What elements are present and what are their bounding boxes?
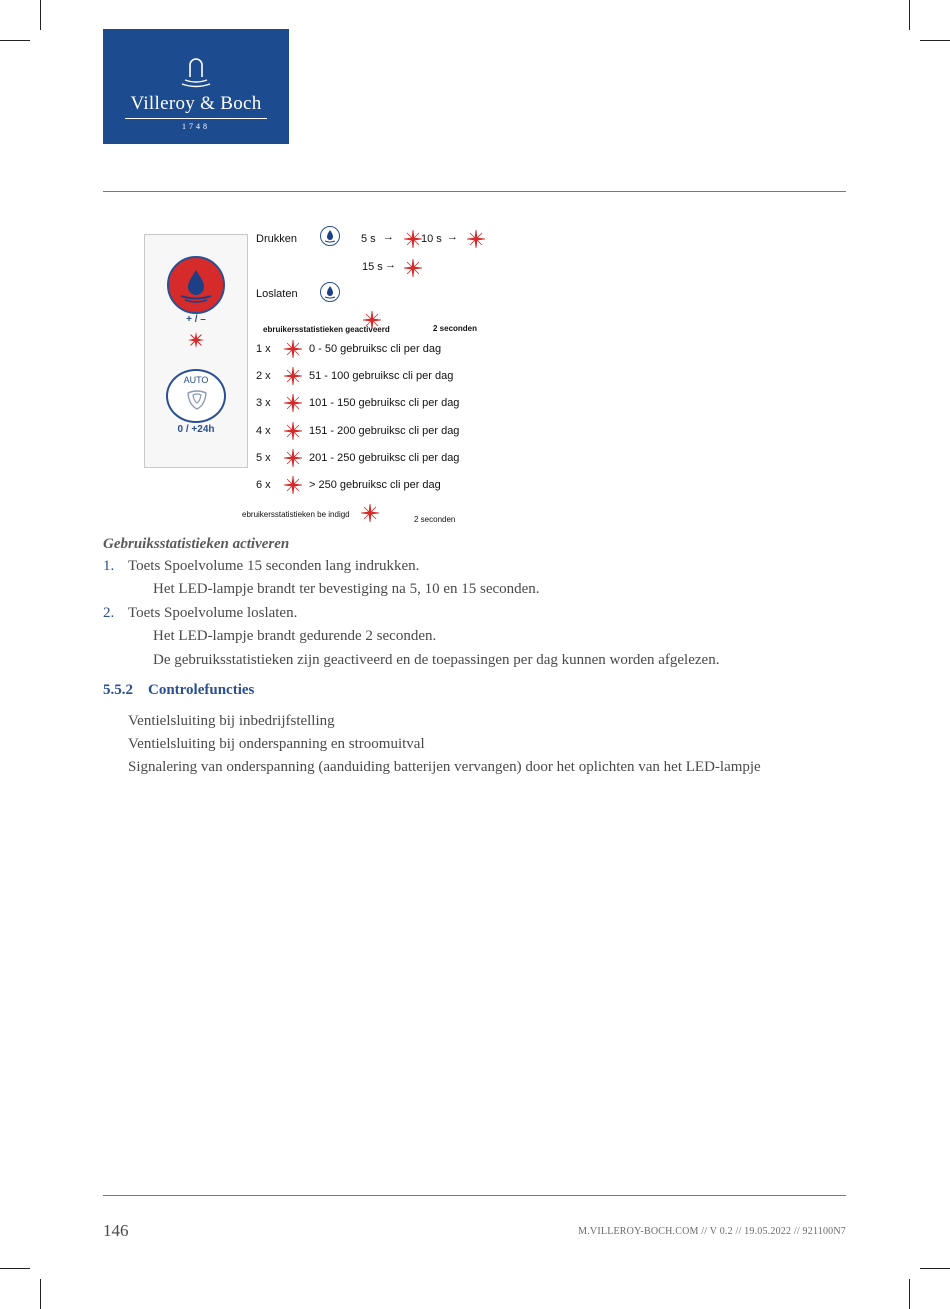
arrow-icon: → — [383, 231, 394, 243]
crop-mark — [909, 0, 910, 30]
logo-emblem-icon — [179, 53, 213, 89]
time-15s: 15 s — [362, 261, 383, 273]
led-star-icon — [283, 421, 303, 441]
flash-count: 2 x — [256, 370, 271, 382]
led-star-icon — [360, 503, 380, 523]
list-item: Signalering van onderspanning (aanduiding batterijen vervangen) door het oplichten van het LED-lampje — [128, 759, 761, 775]
usage-range: > 250 gebruiksc cli per dag — [309, 479, 441, 491]
led-star-icon — [283, 339, 303, 359]
step-result: Het LED-lampje brandt gedurende 2 seconden. — [153, 628, 437, 644]
footer-rule — [103, 1195, 846, 1196]
flush-volume-label: + / – — [186, 314, 206, 325]
water-drop-icon — [321, 227, 339, 245]
flash-count: 4 x — [256, 425, 271, 437]
ended-caption: ebruikersstatistieken be indigd — [242, 510, 350, 519]
section-title: Controlefuncties — [148, 682, 255, 698]
section-number: 5.5.2 — [103, 682, 133, 698]
step-number: 1. — [103, 558, 115, 574]
led-star-icon — [403, 229, 423, 249]
crop-mark — [40, 0, 41, 30]
logo-underline — [125, 118, 267, 119]
led-star-icon — [187, 331, 205, 349]
led-star-icon — [283, 475, 303, 495]
auto-button-text: AUTO — [183, 375, 209, 385]
water-drop-icon — [321, 283, 339, 301]
usage-range: 201 - 250 gebruiksc cli per dag — [309, 452, 460, 464]
control-panel — [144, 234, 248, 468]
arrow-icon: → — [385, 259, 396, 271]
auto-button — [166, 369, 226, 423]
time-10s: 10 s — [421, 233, 442, 245]
list-item: Ventielsluiting bij inbedrijfstelling — [128, 713, 335, 729]
crop-mark — [920, 1268, 950, 1269]
usage-range: 151 - 200 gebruiksc cli per dag — [309, 425, 460, 437]
list-item: Ventielsluiting bij onderspanning en stroomuitval — [128, 736, 425, 752]
logo-year: 1748 — [182, 122, 210, 131]
header-rule — [103, 191, 846, 192]
flush-button-small — [320, 226, 340, 246]
led-star-icon — [403, 258, 423, 278]
flush-button-small — [320, 282, 340, 302]
flash-count: 5 x — [256, 452, 271, 464]
led-star-icon — [283, 448, 303, 468]
crop-mark — [0, 1268, 30, 1269]
usage-range: 0 - 50 gebruiksc cli per dag — [309, 343, 442, 355]
page-number: 146 — [103, 1221, 129, 1240]
step-number: 2. — [103, 605, 115, 621]
time-5s: 5 s — [361, 233, 376, 245]
water-drop-icon — [169, 258, 223, 312]
flush-volume-button — [167, 256, 225, 314]
crop-mark — [40, 1279, 41, 1309]
brand-logo — [103, 29, 289, 144]
led-star-icon — [466, 229, 486, 249]
crop-mark — [0, 40, 30, 41]
usage-range: 101 - 150 gebruiksc cli per dag — [309, 397, 460, 409]
two-seconds-label: 2 seconden — [433, 324, 478, 333]
auto-label: 0 / +24h — [177, 424, 215, 435]
crop-mark — [920, 40, 950, 41]
step-result: De gebruiksstatistieken zijn geactiveerd en de toepassingen per dag kunnen worden afgelezen. — [153, 652, 720, 668]
flash-count: 3 x — [256, 397, 271, 409]
led-star-icon — [283, 393, 303, 413]
activated-caption: ebruikersstatistieken geactiveerd — [263, 325, 390, 334]
flash-count: 6 x — [256, 479, 271, 491]
arrow-icon: → — [447, 231, 458, 243]
release-label: Loslaten — [256, 288, 298, 300]
toilet-icon — [184, 387, 210, 413]
step-result: Het LED-lampje brandt ter bevestiging na 5, 10 en 15 seconden. — [153, 581, 540, 597]
two-seconds-label: 2 seconden — [414, 515, 456, 524]
step-text: Toets Spoelvolume 15 seconden lang indrukken. — [128, 558, 420, 574]
led-star-icon — [283, 366, 303, 386]
press-label: Drukken — [256, 233, 297, 245]
step-text: Toets Spoelvolume loslaten. — [128, 605, 298, 621]
usage-range: 51 - 100 gebruiksc cli per dag — [309, 370, 454, 382]
flash-count: 1 x — [256, 343, 271, 355]
logo-wordmark: Villeroy & Boch — [130, 93, 262, 114]
crop-mark — [909, 1279, 910, 1309]
footer-info: M.VILLEROY-BOCH.COM // V 0.2 // 19.05.2022 // 921100N7 — [578, 1226, 846, 1237]
subsection-heading: Gebruiksstatistieken activeren — [103, 536, 290, 552]
